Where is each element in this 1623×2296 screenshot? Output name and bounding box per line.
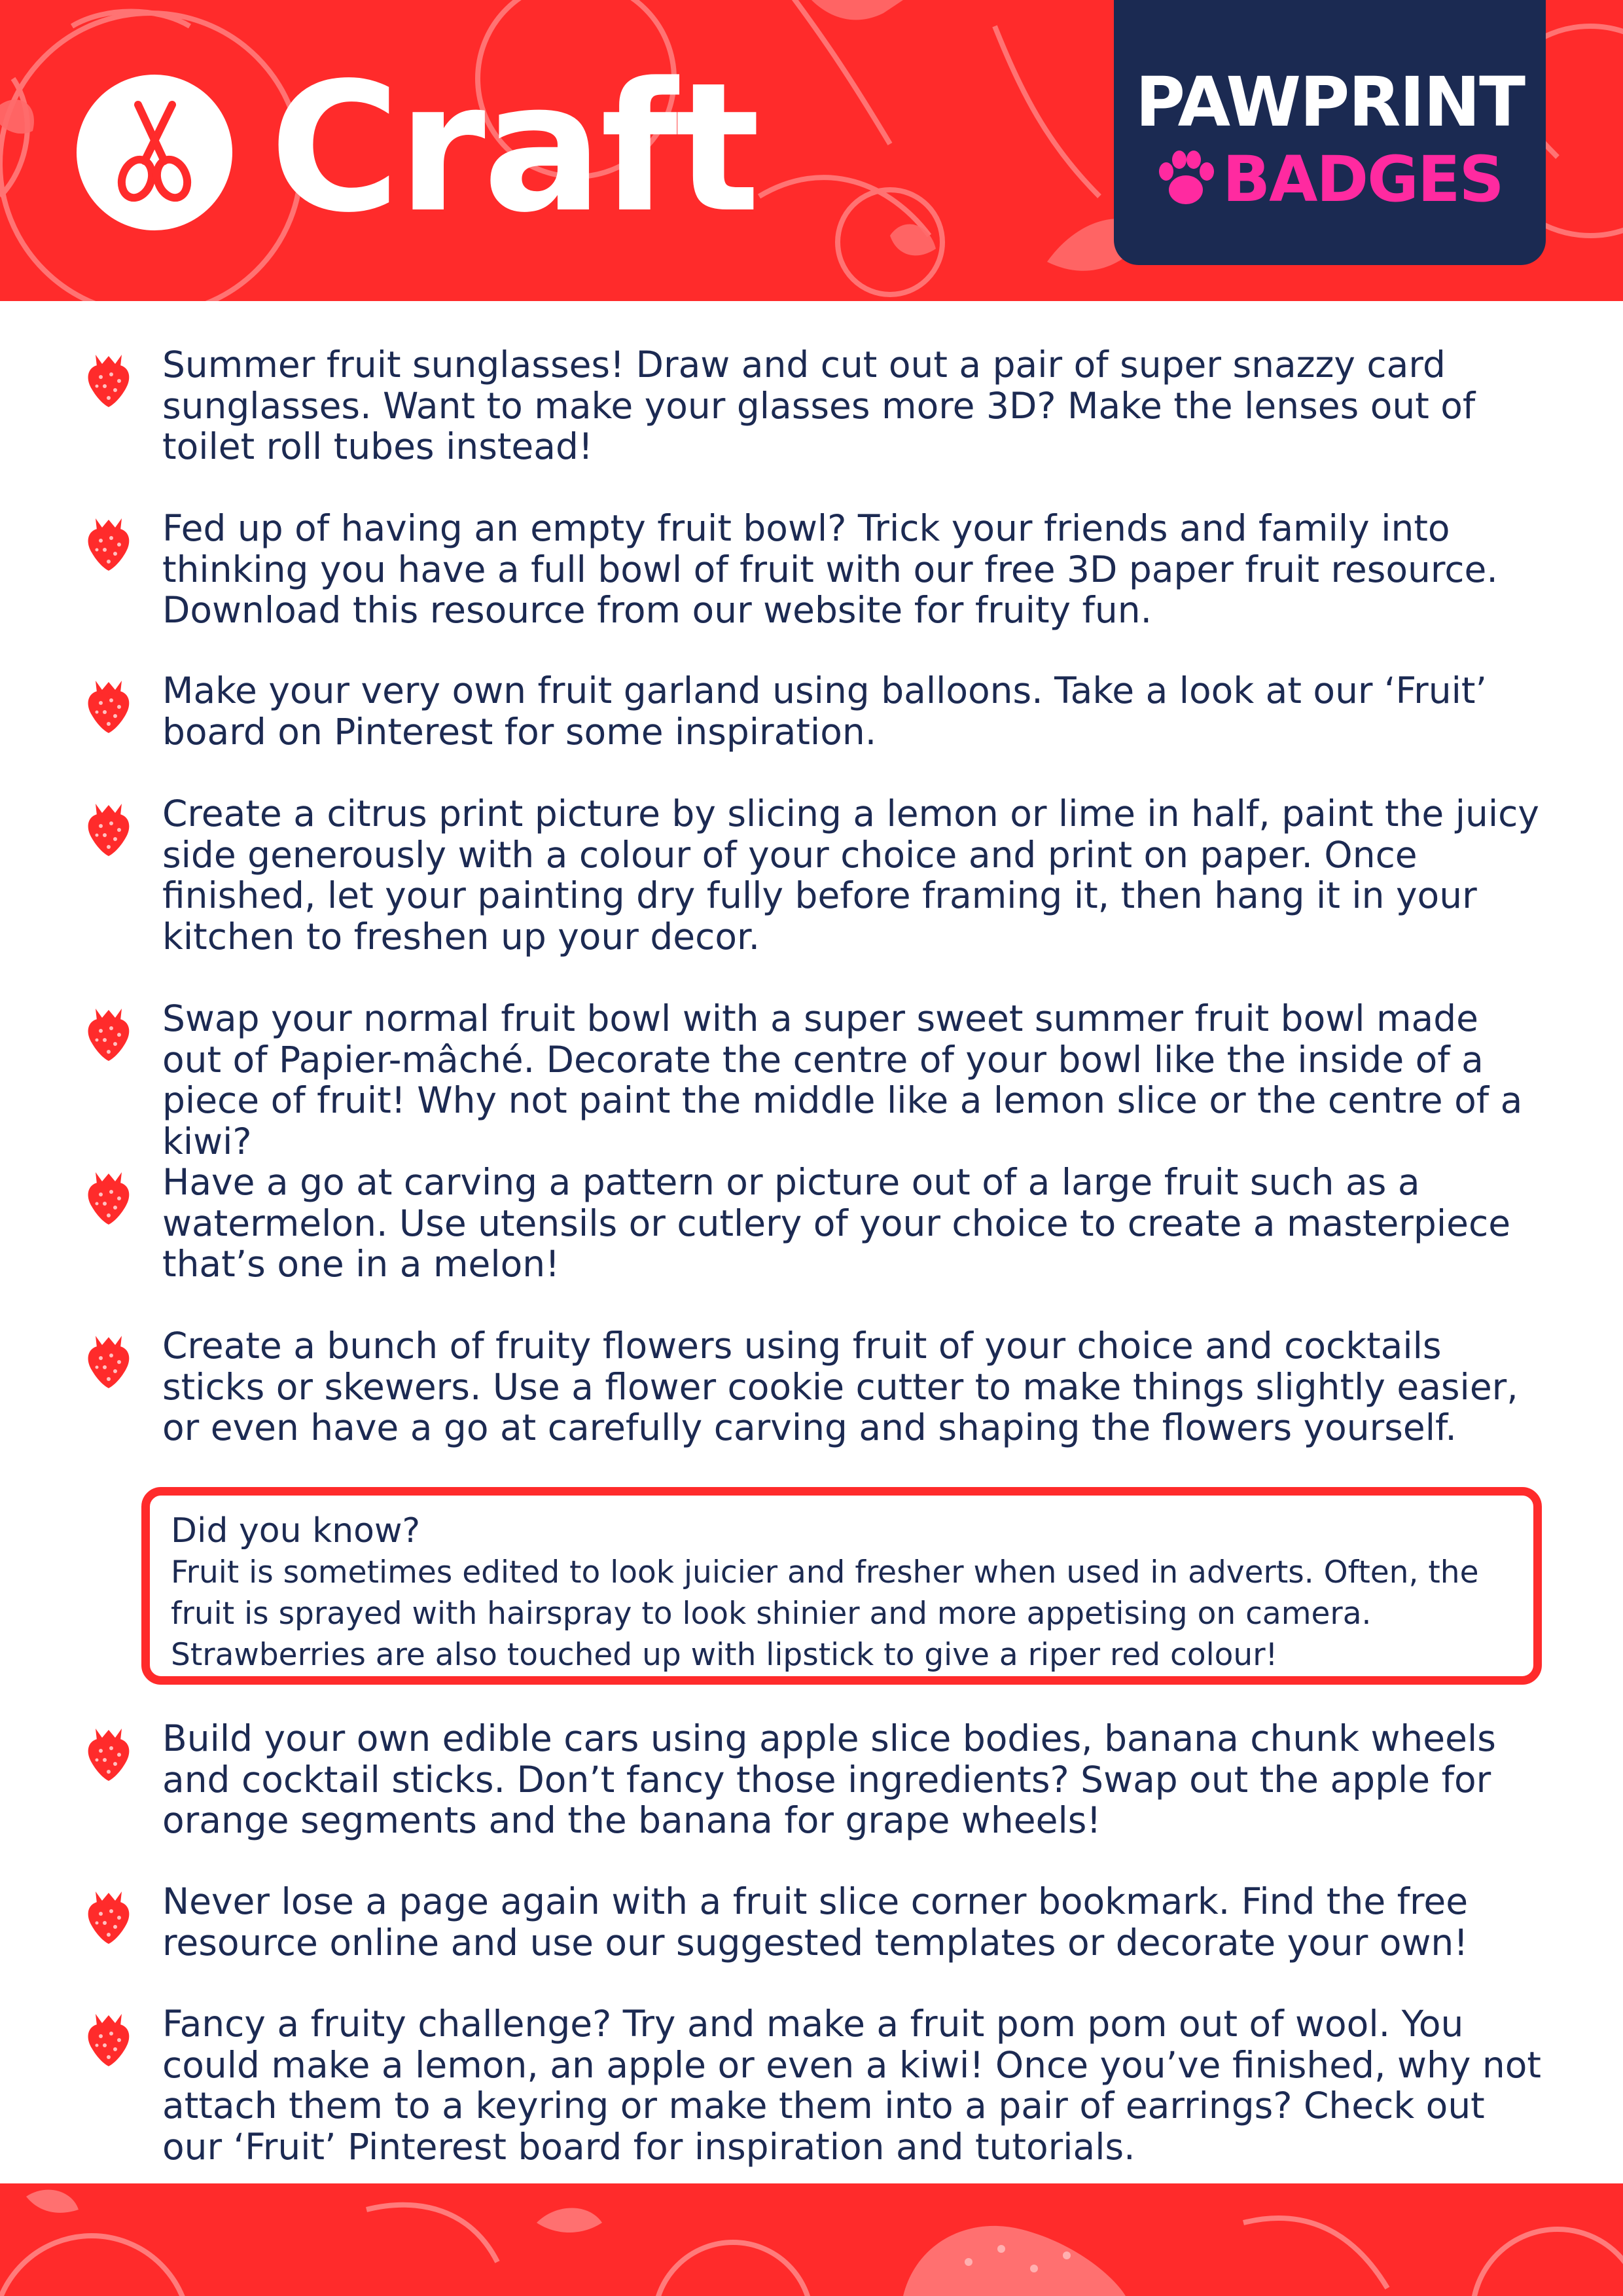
- list-item-text: Swap your normal fruit bowl with a super sweet summer fruit bowl made out of Papier-mâché. Decorate the centre of your bowl like the inside of a piece of fruit! Why not paint the middle like a lemon slice or the centre of a kiwi?: [162, 997, 1523, 1162]
- strawberry-icon: [82, 352, 135, 408]
- list-item-text: Create a citrus print picture by slicing a lemon or lime in half, paint the juicy side generously with a colour of your choice and print on paper. Once finished, let your painting dry fully before framing it, then hang it in your kitchen to freshen up your decor.: [162, 793, 1539, 958]
- page-title: Craft: [270, 45, 758, 252]
- brand-logo-bottom: BADGES: [1222, 143, 1503, 216]
- list-item-text: Create a bunch of fruity flowers using fruit of your choice and cocktails sticks or skewers. Use a flower cookie cutter to make things slightly easier, or even have a go at carefully carving and shaping the flowers yourself.: [162, 1325, 1518, 1448]
- strawberry-icon: [82, 516, 135, 572]
- list-item-text: Make your very own fruit garland using balloons. Take a look at our ‘Fruit’ board on Pinterest for some inspiration.: [162, 670, 1487, 753]
- brand-logo-top: PAWPRINT: [1135, 62, 1525, 142]
- scissors-badge: [77, 75, 232, 230]
- brand-logo: [1114, 0, 1546, 265]
- did-you-know-box: [141, 1487, 1542, 1685]
- strawberry-icon: [82, 1726, 135, 1782]
- strawberry-icon: [82, 801, 135, 857]
- footer-banner: [0, 2183, 1623, 2296]
- list-item-text: Have a go at carving a pattern or picture out of a large fruit such as a watermelon. Use utensils or cutlery of your choice to create a masterpiece that’s one in a melon!: [162, 1161, 1511, 1285]
- strawberry-icon: [82, 1006, 135, 1062]
- list-item-text: Never lose a page again with a fruit slice corner bookmark. Find the free resource online and use our suggested templates or decorate your own!: [162, 1880, 1469, 1964]
- list-item-text: Fancy a fruity challenge? Try and make a fruit pom pom out of wool. You could make a lemon, an apple or even a kiwi! Once you’ve finished, why not attach them to a keyring or make them into a pair of earrings? Check out our ‘Fruit’ Pinterest board for inspiration and tutorials.: [162, 2003, 1541, 2168]
- list-item-text: Fed up of having an empty fruit bowl? Trick your friends and family into thinking you have a full bowl of fruit with our free 3D paper fruit resource. Download this resource from our website for fruity fun.: [162, 507, 1498, 631]
- paw-icon: [1154, 148, 1217, 211]
- fruit-pattern-decoration: [0, 2183, 1623, 2296]
- strawberry-icon: [82, 1170, 135, 1226]
- strawberry-icon: [82, 678, 135, 734]
- list-item-text: Build your own edible cars using apple slice bodies, banana chunk wheels and cocktail sticks. Don’t fancy those ingredients? Swap out the apple for orange segments and the banana for grape wheels!: [162, 1717, 1496, 1841]
- did-you-know-heading: Did you know?: [171, 1511, 421, 1551]
- strawberry-icon: [82, 1889, 135, 1945]
- list-item-text: Summer fruit sunglasses! Draw and cut out a pair of super snazzy card sunglasses. Want to make your glasses more 3D? Make the lenses out of toilet roll tubes instead!: [162, 344, 1476, 467]
- strawberry-icon: [82, 1333, 135, 1390]
- did-you-know-body: Fruit is sometimes edited to look juicier and fresher when used in adverts. Often, the fruit is sprayed with hairspray to look shinier and more appetising on camera. Strawberries are also touched up with lipstick to give a riper red colour!: [171, 1554, 1479, 1673]
- header-banner: [0, 0, 1623, 301]
- scissors-icon: [99, 97, 210, 208]
- strawberry-icon: [82, 2011, 135, 2068]
